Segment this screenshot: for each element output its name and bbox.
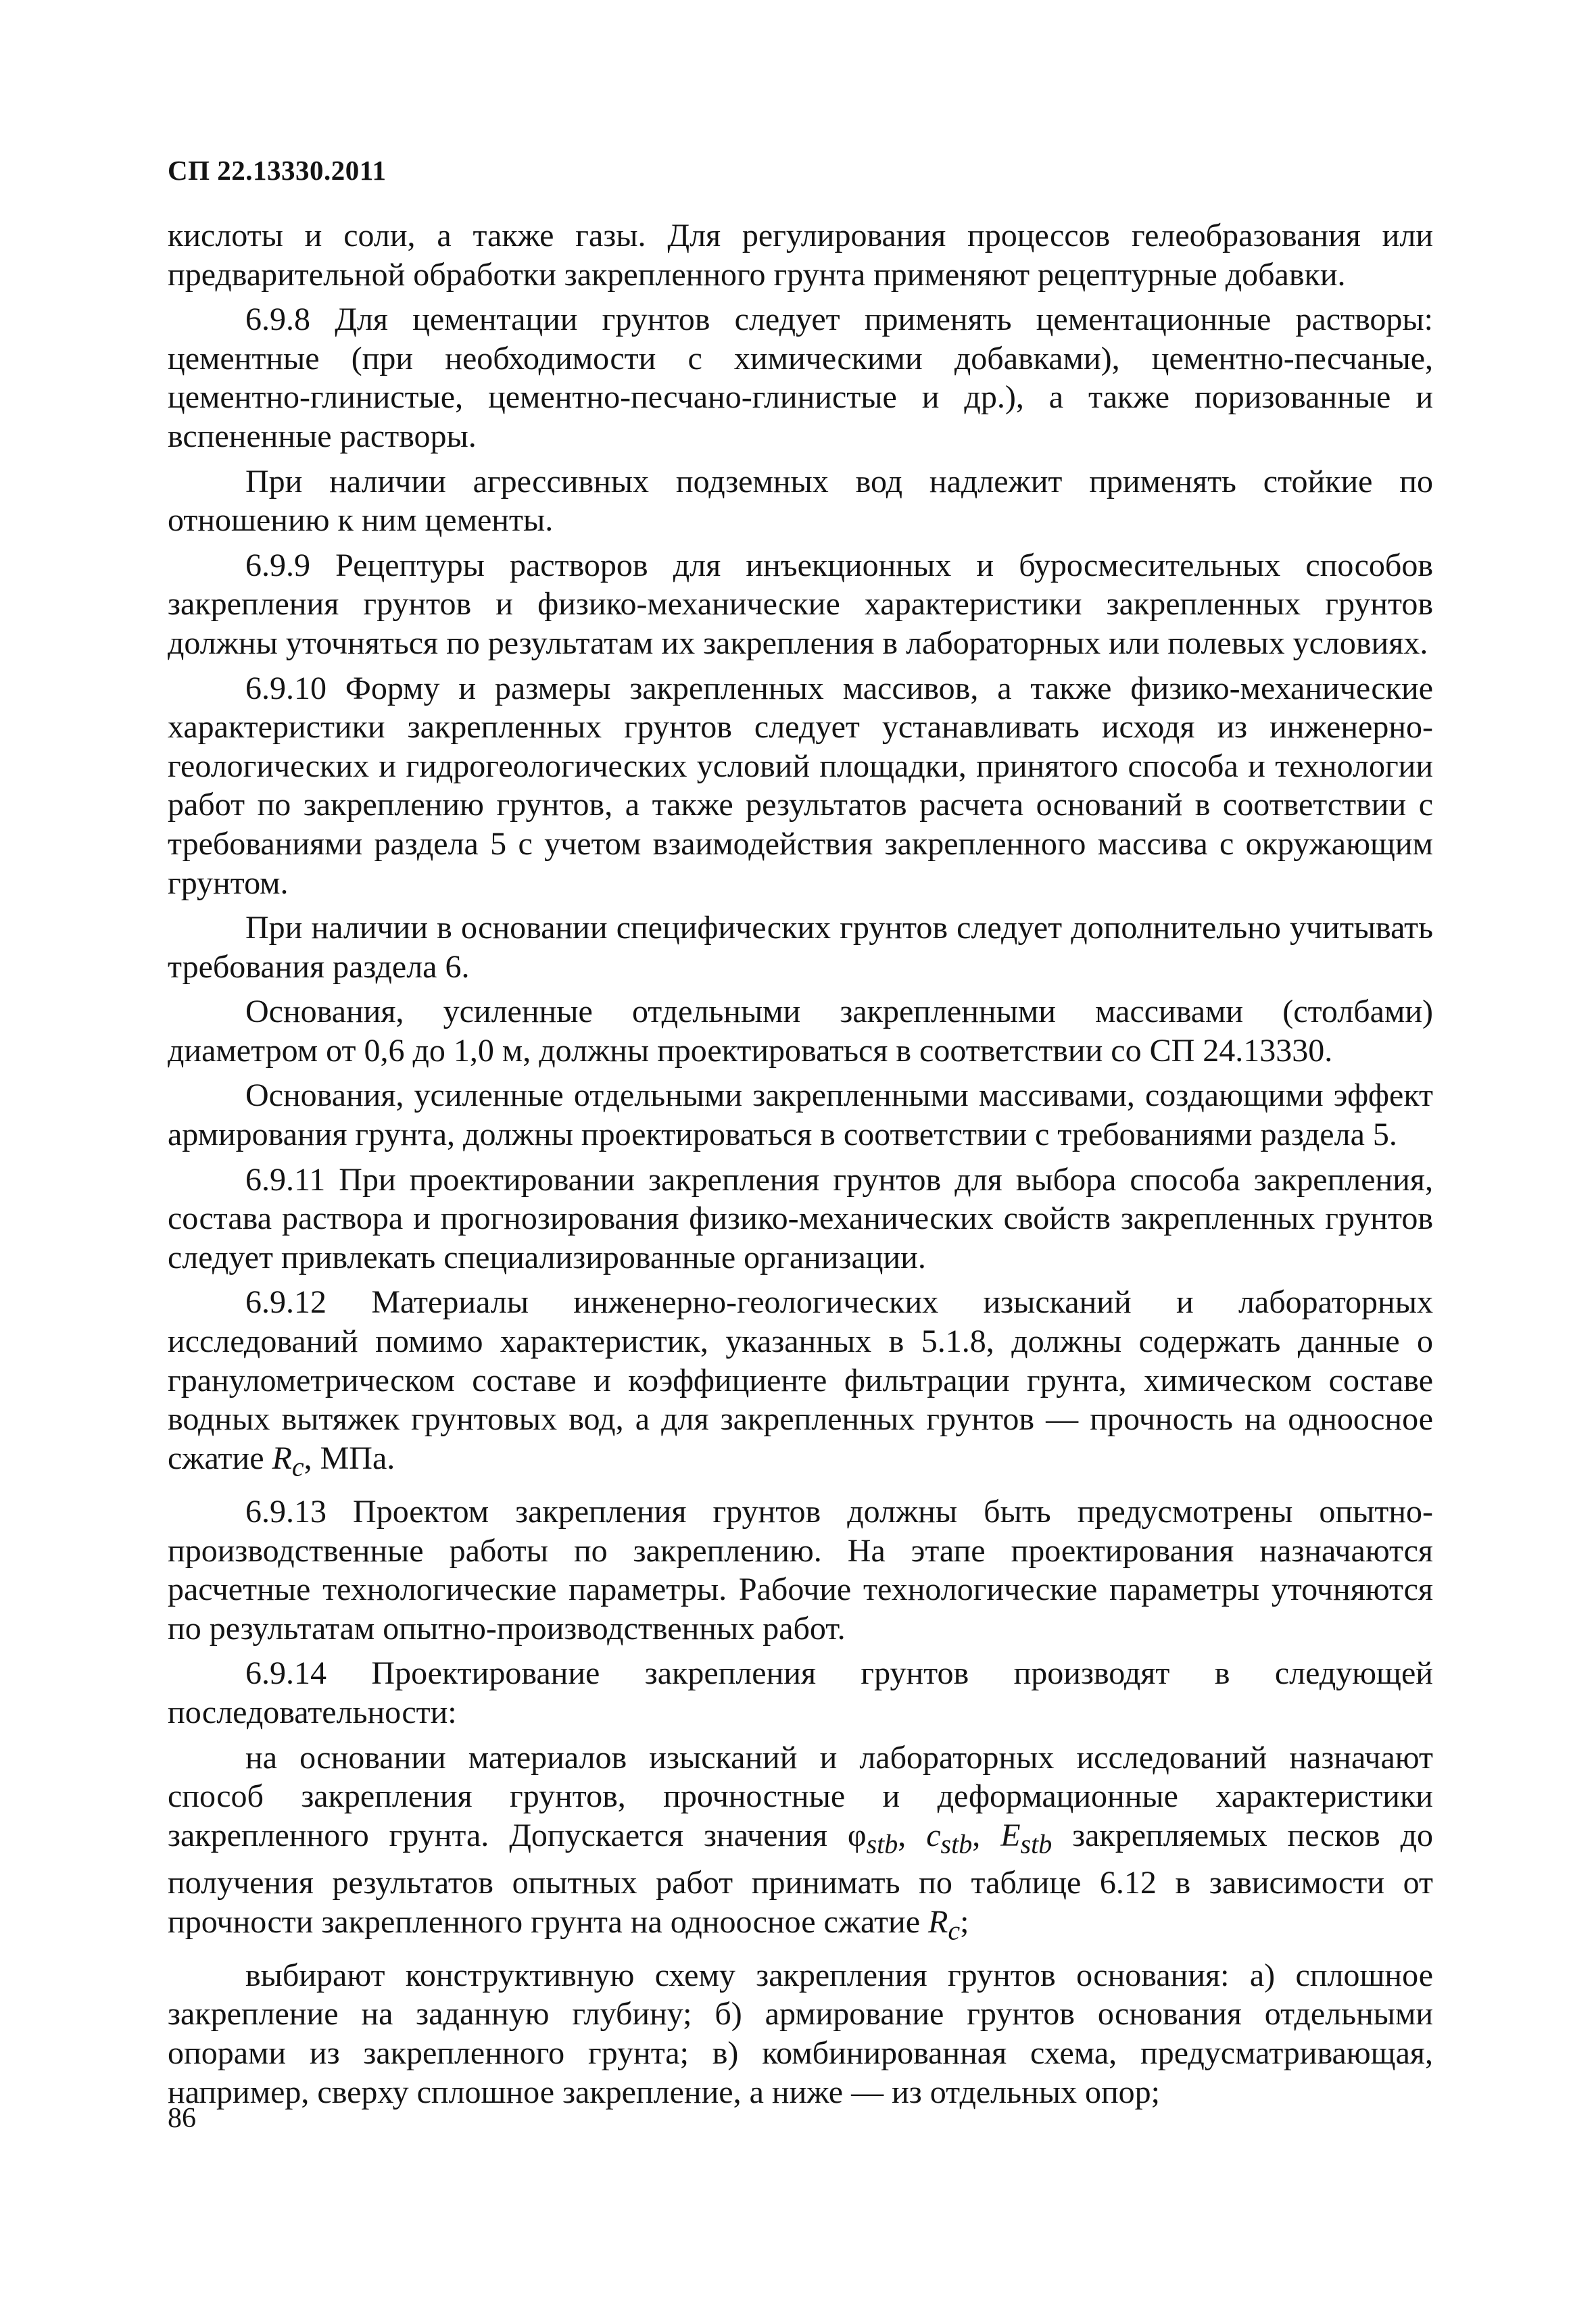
paragraph-columns: Основания, усиленные отдельными закрепленными массивами (столбами) диаметром от 0,6 до 1,0 м, должны проектироваться в соответствии со СП 24.13330.	[168, 994, 1433, 1069]
paragraph-6-9-12	[168, 1283, 1433, 1486]
paragraph-6-9-9: 6.9.9 Рецептуры растворов для инъекционных и буросмесительных способов закрепления грунтов и физико-механические характеристики закрепленных грунтов должны уточняться по результатам их закрепления в лабораторных или полевых условиях.	[168, 547, 1433, 661]
paragraph-6-9-8: 6.9.8 Для цементации грунтов следует применять цементационные растворы: цементные (при необходимости с химическими добавками), цементно-песчаные, цементно-глинистые, цементно-песчано-глинистые и др.), а также поризованные и вспененные растворы.	[168, 301, 1433, 454]
assign-method-middle: закрепляемых песков до получения результатов опытных работ принимать по таблице 6.12 в зависимости от прочности закрепленного грунта на одноосное сжатие	[168, 1817, 1434, 1940]
separator-1: ,	[898, 1817, 927, 1853]
paragraph-6-9-11: 6.9.11 При проектировании закрепления грунтов для выбора способа закрепления, состава раствора и прогнозирования физико-механических свойств закрепленных грунтов следует привлекать специализированные организации.	[168, 1161, 1433, 1275]
body-text	[168, 216, 1433, 2112]
assign-method-end: ;	[960, 1903, 969, 1940]
document-code-header: СП 22.13330.2011	[168, 155, 387, 186]
symbol-r: R	[272, 1440, 292, 1476]
subscript-stb-1: stb	[866, 1828, 898, 1859]
subscript-stb-3: stb	[1020, 1828, 1053, 1859]
paragraph-assign-method	[168, 1738, 1433, 1950]
paragraph-specific-soils: При наличии в основании специфических грунтов следует дополнительно учитывать требования раздела 6.	[168, 910, 1433, 985]
assign-method-text: на основании материалов изысканий и лабораторных исследований назначают способ закрепления грунтов, прочностные и деформационные характеристики закрепленного грунта. Допускается значения	[168, 1739, 1433, 1853]
paragraph-6-9-10: 6.9.10 Форму и размеры закрепленных массивов, а также физико-механические характеристики закрепленных грунтов следует устанавливать исходя из инженерно-геологических и гидрогеологических условий площадки, принятого способа и технологии работ по закреплению грунтов, а также результатов расчета оснований в соответствии с требованиями раздела 5 с учетом взаимодействия закрепленного массива с окружающим грунтом.	[168, 670, 1433, 901]
paragraph-aggressive-water: При наличии агрессивных подземных вод надлежит применять стойкие по отношению к ним цементы.	[168, 463, 1433, 539]
paragraph-6-9-12-end: , МПа.	[304, 1440, 395, 1476]
paragraph-6-9-13: 6.9.13 Проектом закрепления грунтов должны быть предусмотрены опытно-производственные работы по закреплению. На этапе проектирования назначаются расчетные технологические параметры. Рабочие технологические параметры уточняются по результатам опытно-производственных работ.	[168, 1494, 1433, 1647]
subscript-c-2: c	[948, 1915, 961, 1946]
page-number: 86	[168, 2103, 196, 2134]
paragraph-continuation: кислоты и соли, а также газы. Для регулирования процессов гелеобразования или предварительной обработки закрепленного грунта применяют рецептурные добавки.	[168, 218, 1433, 293]
paragraph-scheme: выбирают конструктивную схему закрепления грунтов основания: а) сплошное закрепление на заданную глубину; б) армирование грунтов основания отдельными опорами из закрепленного грунта; в) комбинированная схема, предусматривающая, например, сверху сплошное закрепление, а ниже — из отдельных опор;	[168, 1957, 1433, 2110]
symbol-c: c	[926, 1817, 941, 1853]
paragraph-reinforcement: Основания, усиленные отдельными закрепленными массивами, создающими эффект армирования грунта, должны проектироваться в соответствии с требованиями раздела 5.	[168, 1077, 1433, 1153]
symbol-phi: φ	[847, 1817, 867, 1853]
symbol-e: E	[1000, 1817, 1021, 1853]
paragraph-6-9-12-text: 6.9.12 Материалы инженерно-геологических изысканий и лабораторных исследований помимо характеристик, указанных в 5.1.8, должны содержать данные о гранулометрическом составе и коэффициенте фильтрации грунта, химическом составе водных вытяжек грунтовых вод, а для закрепленных грунтов — прочность на одноосное сжатие	[168, 1284, 1433, 1476]
subscript-stb-2: stb	[940, 1828, 973, 1859]
symbol-r-2: R	[928, 1903, 948, 1940]
separator-2: ,	[972, 1817, 1001, 1853]
paragraph-6-9-14: 6.9.14 Проектирование закрепления грунтов производят в следующей последовательности:	[168, 1655, 1433, 1730]
subscript-c: c	[291, 1451, 304, 1482]
